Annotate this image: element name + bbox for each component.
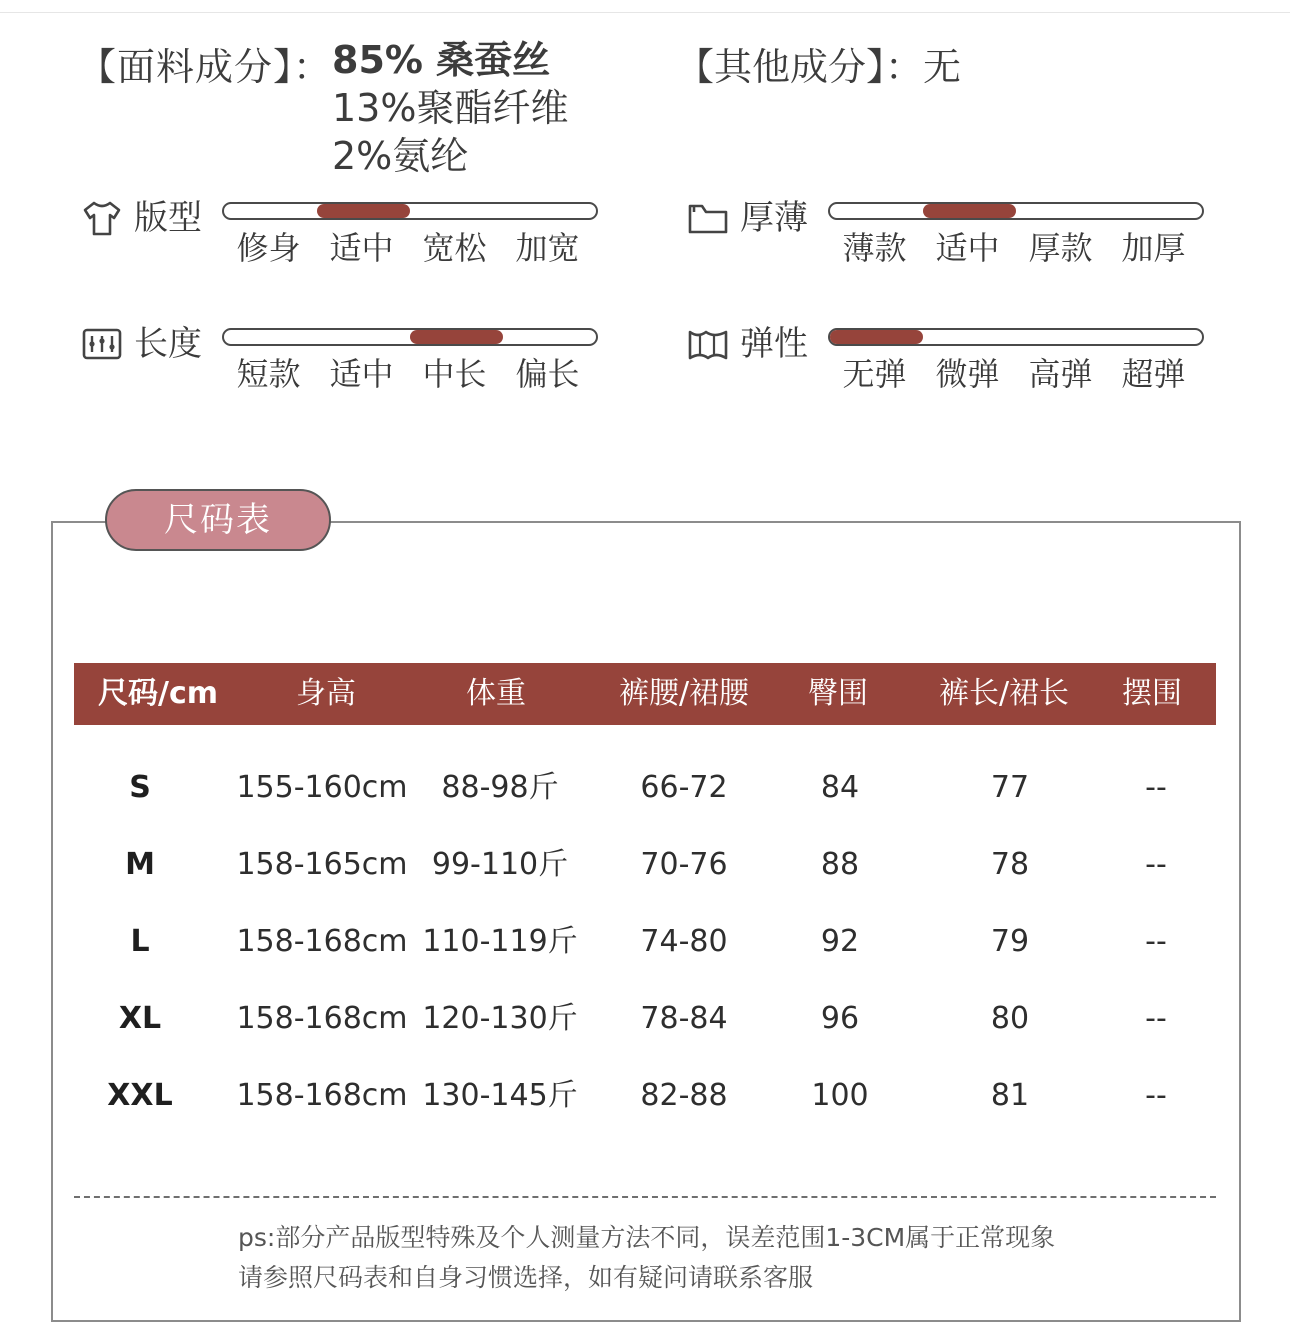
scale-option: 中长 (422, 355, 487, 393)
top-divider (0, 12, 1290, 13)
attribute-fit (80, 196, 600, 276)
dashed-divider (74, 1196, 1216, 1198)
ruler-icon (80, 322, 124, 366)
hem-cell: -- (1145, 1078, 1167, 1113)
scale-option: 偏长 (515, 355, 580, 393)
composition-line: 2%氨纶 (332, 134, 469, 178)
attribute-scale (222, 202, 598, 220)
attribute-scale (222, 328, 598, 346)
hem-cell: -- (1145, 847, 1167, 882)
hem-cell: -- (1145, 770, 1167, 805)
length-cell: 80 (990, 1001, 1030, 1036)
waist-cell: 74-80 (640, 924, 728, 959)
height-cell: 155-160cm (236, 770, 408, 805)
header-cell: 臀围 (808, 676, 868, 711)
scale-option: 宽松 (422, 229, 487, 267)
header-cell: 尺码/cm (98, 676, 218, 711)
scale-indicator (830, 330, 923, 344)
attribute-name: 版型 (134, 198, 202, 238)
weight-cell: 99-110斤 (431, 847, 569, 882)
scale-option: 适中 (329, 355, 394, 393)
table-row (74, 758, 1216, 818)
waist-cell: 66-72 (640, 770, 728, 805)
length-cell: 79 (990, 924, 1030, 959)
attribute-length (80, 322, 600, 402)
size-cell: S (129, 770, 151, 805)
size-table-header (74, 663, 1216, 725)
scale-option: 适中 (329, 229, 394, 267)
scale-option: 超弹 (1121, 355, 1186, 393)
hip-cell: 100 (811, 1078, 869, 1113)
hip-cell: 96 (820, 1001, 860, 1036)
size-cell: XXL (107, 1078, 173, 1113)
attribute-thickness (686, 196, 1216, 276)
height-cell: 158-168cm (236, 1001, 408, 1036)
composition-line: 85% 桑蚕丝 (332, 38, 551, 82)
weight-cell: 120-130斤 (422, 1001, 578, 1036)
header-cell: 裤长/裙长 (938, 676, 1070, 711)
note-line: ps:部分产品版型特殊及个人测量方法不同，误差范围1-3CM属于正常现象 (238, 1223, 1056, 1252)
scale-option: 薄款 (842, 229, 907, 267)
scale-option: 修身 (236, 229, 301, 267)
length-cell: 77 (990, 770, 1030, 805)
weight-cell: 88-98斤 (441, 770, 559, 805)
table-row (74, 989, 1216, 1049)
attribute-scale (828, 202, 1204, 220)
fabric-composition-values (332, 36, 568, 180)
attribute-scale (828, 328, 1204, 346)
hip-cell: 92 (820, 924, 860, 959)
height-cell: 158-168cm (236, 924, 408, 959)
hem-cell: -- (1145, 1001, 1167, 1036)
header-cell: 体重 (466, 676, 526, 711)
scale-option: 微弹 (935, 355, 1000, 393)
table-row (74, 835, 1216, 895)
scale-option: 高弹 (1028, 355, 1093, 393)
scale-option: 适中 (935, 229, 1000, 267)
scale-option: 加宽 (515, 229, 580, 267)
header-cell: 裤腰/裙腰 (618, 676, 750, 711)
height-cell: 158-165cm (236, 847, 408, 882)
length-cell: 78 (990, 847, 1030, 882)
scale-indicator (410, 330, 503, 344)
size-cell: XL (118, 1001, 162, 1036)
height-cell: 158-168cm (236, 1078, 408, 1113)
other-composition-label: 【其他成分】：无 (676, 45, 962, 89)
folder-icon (686, 196, 730, 240)
size-cell: L (130, 924, 150, 959)
waist-cell: 78-84 (640, 1001, 728, 1036)
table-row (74, 1066, 1216, 1126)
attribute-name: 弹性 (740, 324, 808, 364)
composition-line: 13%聚酯纤维 (332, 86, 569, 130)
attribute-name: 长度 (134, 324, 202, 364)
hip-cell: 84 (820, 770, 860, 805)
scale-option: 加厚 (1121, 229, 1186, 267)
tshirt-icon (80, 196, 124, 240)
waist-cell: 82-88 (640, 1078, 728, 1113)
length-cell: 81 (990, 1078, 1030, 1113)
fabric-composition-label: 【面料成分】： (78, 45, 333, 89)
scale-option: 无弹 (842, 355, 907, 393)
scale-indicator (923, 204, 1016, 218)
header-cell: 摆围 (1122, 676, 1182, 711)
attribute-elasticity (686, 322, 1216, 402)
note-line: 请参照尺码表和自身习惯选择，如有疑问请联系客服 (238, 1263, 814, 1292)
fabric-icon (686, 322, 730, 366)
hem-cell: -- (1145, 924, 1167, 959)
scale-indicator (317, 204, 410, 218)
size-table-title: 尺码表 (105, 489, 331, 551)
hip-cell: 88 (820, 847, 860, 882)
scale-option: 短款 (236, 355, 301, 393)
size-cell: M (125, 847, 155, 882)
weight-cell: 130-145斤 (422, 1078, 578, 1113)
header-cell: 身高 (296, 676, 356, 711)
weight-cell: 110-119斤 (422, 924, 578, 959)
scale-option: 厚款 (1028, 229, 1093, 267)
waist-cell: 70-76 (640, 847, 728, 882)
table-row (74, 912, 1216, 972)
attribute-name: 厚薄 (740, 198, 808, 238)
